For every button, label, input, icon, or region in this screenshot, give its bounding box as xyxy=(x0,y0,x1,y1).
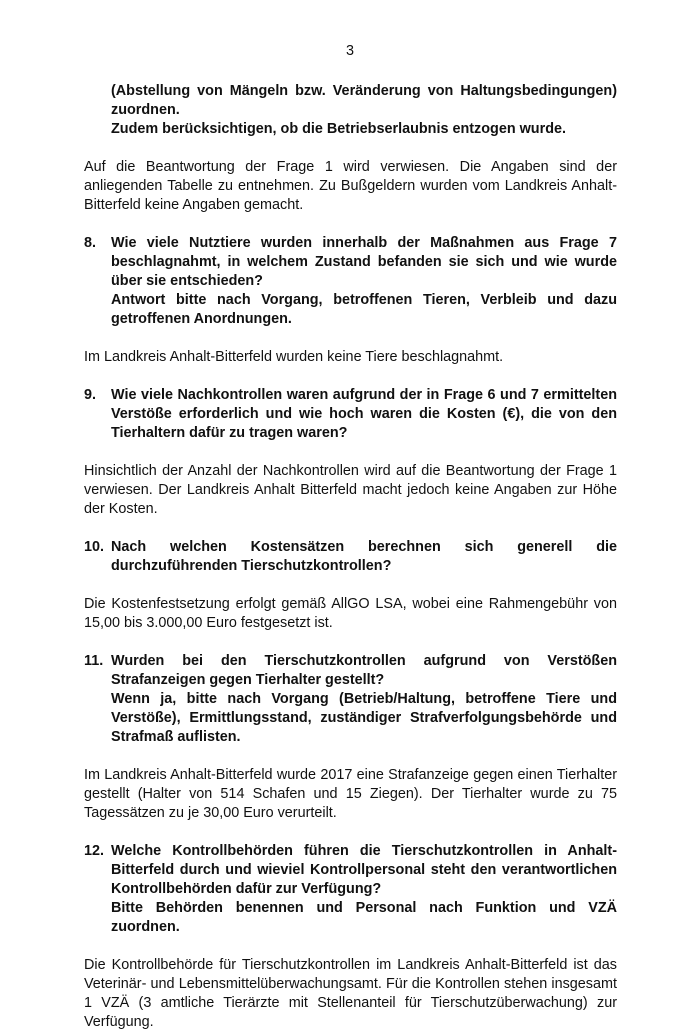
page-number: 3 xyxy=(345,43,354,59)
question-text: Wurden bei den Tierschutzkontrollen aufgrund von Verstößen Strafanzeigen gegen Tierhalter gestellt? xyxy=(111,653,617,688)
question-text: (Abstellung von Mängeln bzw. Veränderung von Haltungsbedingungen) zuordnen. xyxy=(111,83,617,118)
question-number: 8. xyxy=(84,235,97,251)
page-content xyxy=(84,82,617,1032)
answer-9: Hinsichtlich der Anzahl der Nachkontrollen wird auf die Beantwortung der Frage 1 verwiesen. Der Landkreis Anhalt Bitterfeld macht jedoch keine Angaben zur Höhe der Kosten. xyxy=(84,463,617,517)
answer-12: Die Kontrollbehörde für Tierschutzkontrollen im Landkreis Anhalt-Bitterfeld ist das Veterinär- und Lebensmittelüberwachungsamt. Für die Kontrollen stehen insgesamt 1 VZÄ (3 amtliche Tierärzte mit Stellenanteil für Tierschutzüberwachung) zur Verfügung. xyxy=(84,957,617,1030)
answer-11: Im Landkreis Anhalt-Bitterfeld wurde 2017 eine Strafanzeige gegen einen Tierhalter gestellt (Halter von 514 Schafen und 15 Ziegen). Der Tierhalter wurde zu 75 Tagessätzen zu je 30,00 Euro verurteilt. xyxy=(84,767,617,821)
question-text: Zudem berücksichtigen, ob die Betriebserlaubnis entzogen wurde. xyxy=(111,121,566,137)
question-number: 12. xyxy=(84,843,105,859)
question-number: 11. xyxy=(84,653,104,669)
question-text: Welche Kontrollbehörden führen die Tierschutzkontrollen in Anhalt-Bitterfeld durch und wieviel Kontrollpersonal steht den verantwortlichen Kontrollbehörden dafür zur Verfügung? xyxy=(111,843,617,897)
question-text: Antwort bitte nach Vorgang, betroffenen Tieren, Verbleib und dazu getroffenen Anordnungen. xyxy=(111,292,617,327)
question-12 xyxy=(84,842,617,937)
question-text: Bitte Behörden benennen und Personal nach Funktion und VZÄ zuordnen. xyxy=(111,900,617,935)
answer-text: Auf die Beantwortung der Frage 1 wird verwiesen. Die Angaben sind der anliegenden Tabelle zu entnehmen. Zu Bußgeldern wurden vom Landkreis Anhalt-Bitterfeld keine Angaben gemacht. xyxy=(84,159,617,213)
question-10 xyxy=(84,538,617,576)
question-9 xyxy=(84,386,617,443)
question-text: Wie viele Nutztiere wurden innerhalb der Maßnahmen aus Frage 7 beschlagnahmt, in welchem Zustand befanden sie sich und wie wurde über sie entschieden? xyxy=(111,235,617,289)
question-text: Nach welchen Kostensätzen berechnen sich generell die durchzuführenden Tierschutzkontrollen? xyxy=(111,539,617,574)
answer-8: Im Landkreis Anhalt-Bitterfeld wurden keine Tiere beschlagnahmt. xyxy=(84,349,504,365)
question-text: Wie viele Nachkontrollen waren aufgrund der in Frage 6 und 7 ermittelten Verstöße erforderlich und wie hoch waren die Kosten (€), die von den Tierhaltern dafür zu tragen waren? xyxy=(111,387,617,441)
question-number: 9. xyxy=(84,387,97,403)
question-text: Wenn ja, bitte nach Vorgang (Betrieb/Haltung, betroffene Tiere und Verstöße), Ermittlungsstand, zuständiger Strafverfolgungsbehörde und Strafmaß auflisten. xyxy=(111,691,617,745)
answer-10: Die Kostenfestsetzung erfolgt gemäß AllGO LSA, wobei eine Rahmengebühr von 15,00 bis 3.000,00 Euro festgesetzt ist. xyxy=(84,596,617,631)
question-number: 10. xyxy=(84,539,105,555)
question-8 xyxy=(84,234,617,329)
question-11 xyxy=(84,652,617,747)
question-continuation xyxy=(84,82,617,139)
